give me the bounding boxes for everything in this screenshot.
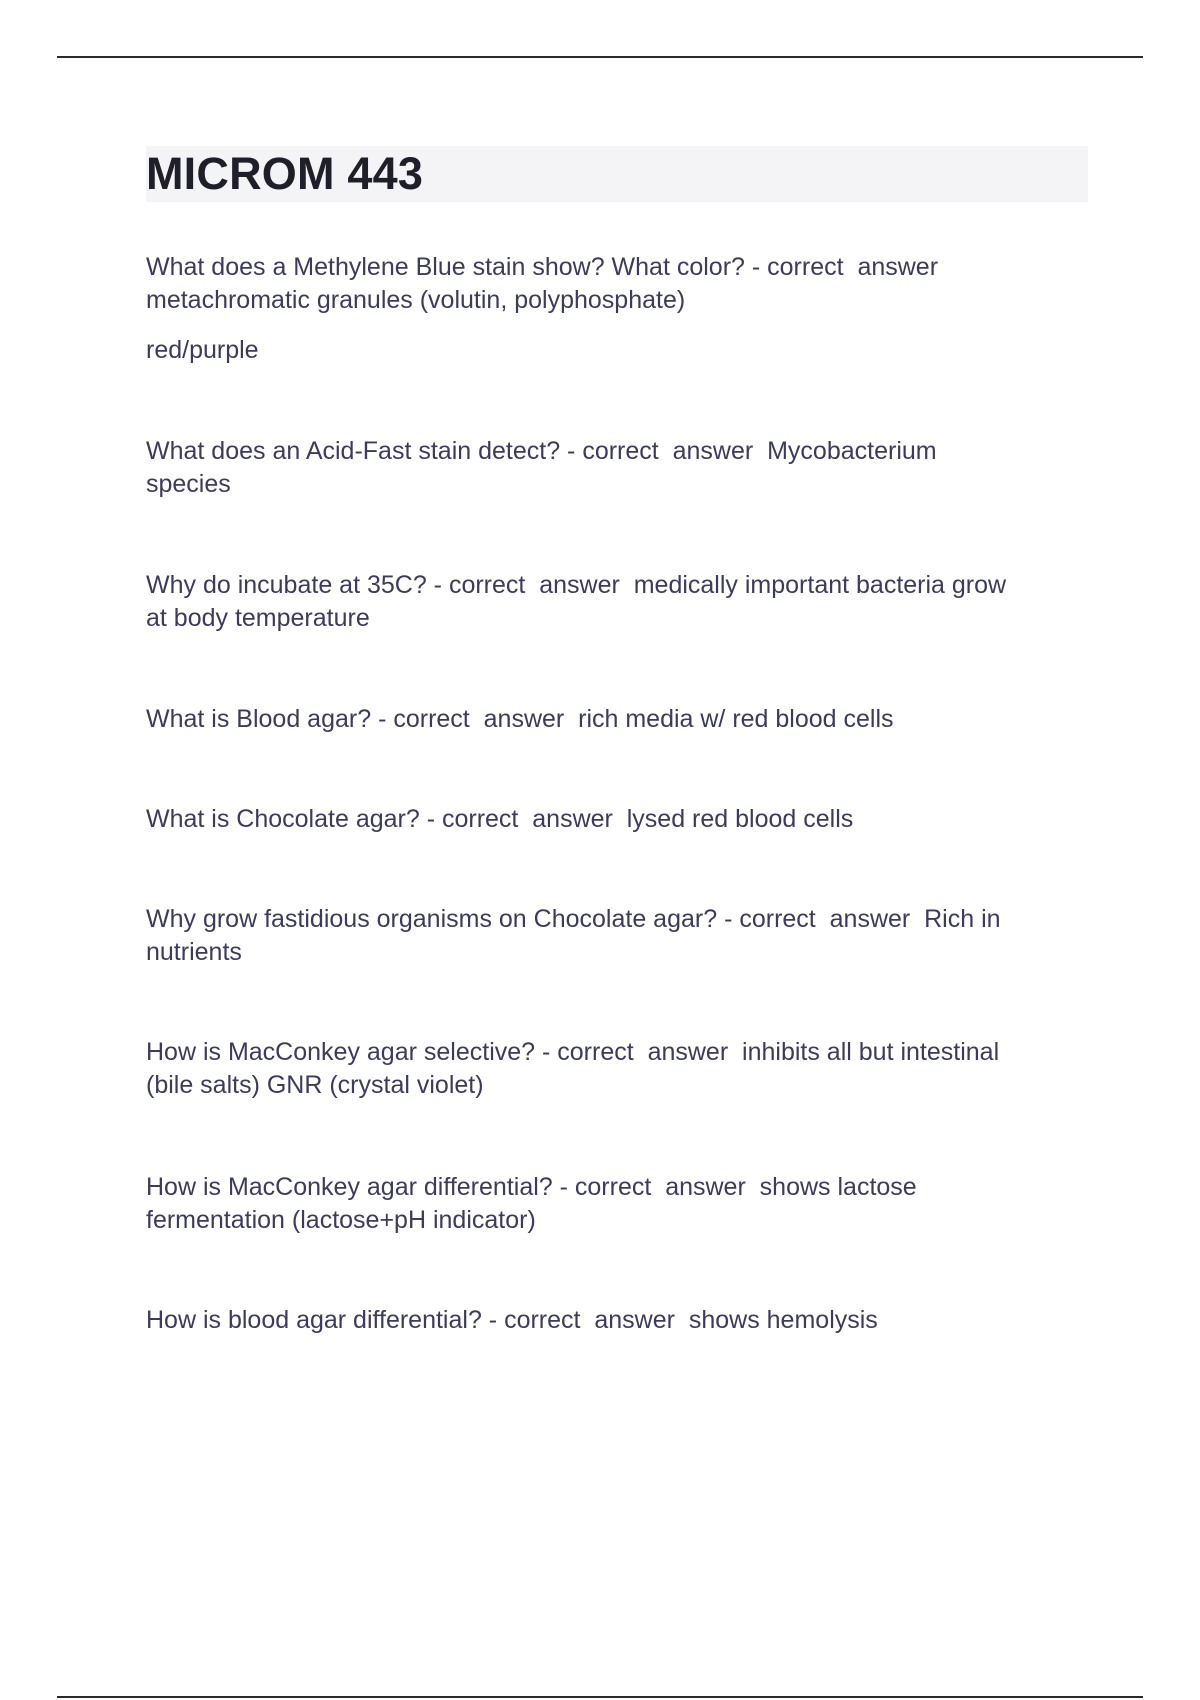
qa-item: How is MacConkey agar selective? - correct answer inhibits all but intestinal (bile salts) GNR (crystal violet)	[146, 1038, 1000, 1099]
qa-item: What does an Acid-Fast stain detect? - correct answer Mycobacterium species	[146, 437, 937, 498]
page-title: MICROM 443	[146, 148, 424, 199]
qa-item: How is MacConkey agar differential? - correct answer shows lactose fermentation (lactose+pH indicator)	[146, 1173, 917, 1234]
qa-item: What is Blood agar? - correct answer rich media w/ red blood cells	[146, 705, 894, 733]
qa-item: How is blood agar differential? - correct answer shows hemolysis	[146, 1306, 878, 1334]
qa-item: What is Chocolate agar? - correct answer lysed red blood cells	[146, 805, 854, 833]
top-divider	[57, 56, 1143, 58]
qa-item: Why do incubate at 35C? - correct answer medically important bacteria grow at body temperature	[146, 571, 1007, 632]
qa-item: Why grow fastidious organisms on Chocolate agar? - correct answer Rich in nutrients	[146, 905, 1001, 966]
qa-item: What does a Methylene Blue stain show? What color? - correct answer metachromatic granules (volutin, polyphosphate)	[146, 253, 939, 314]
bottom-divider	[57, 1696, 1143, 1698]
qa-item-extra-answer: red/purple	[146, 336, 259, 364]
